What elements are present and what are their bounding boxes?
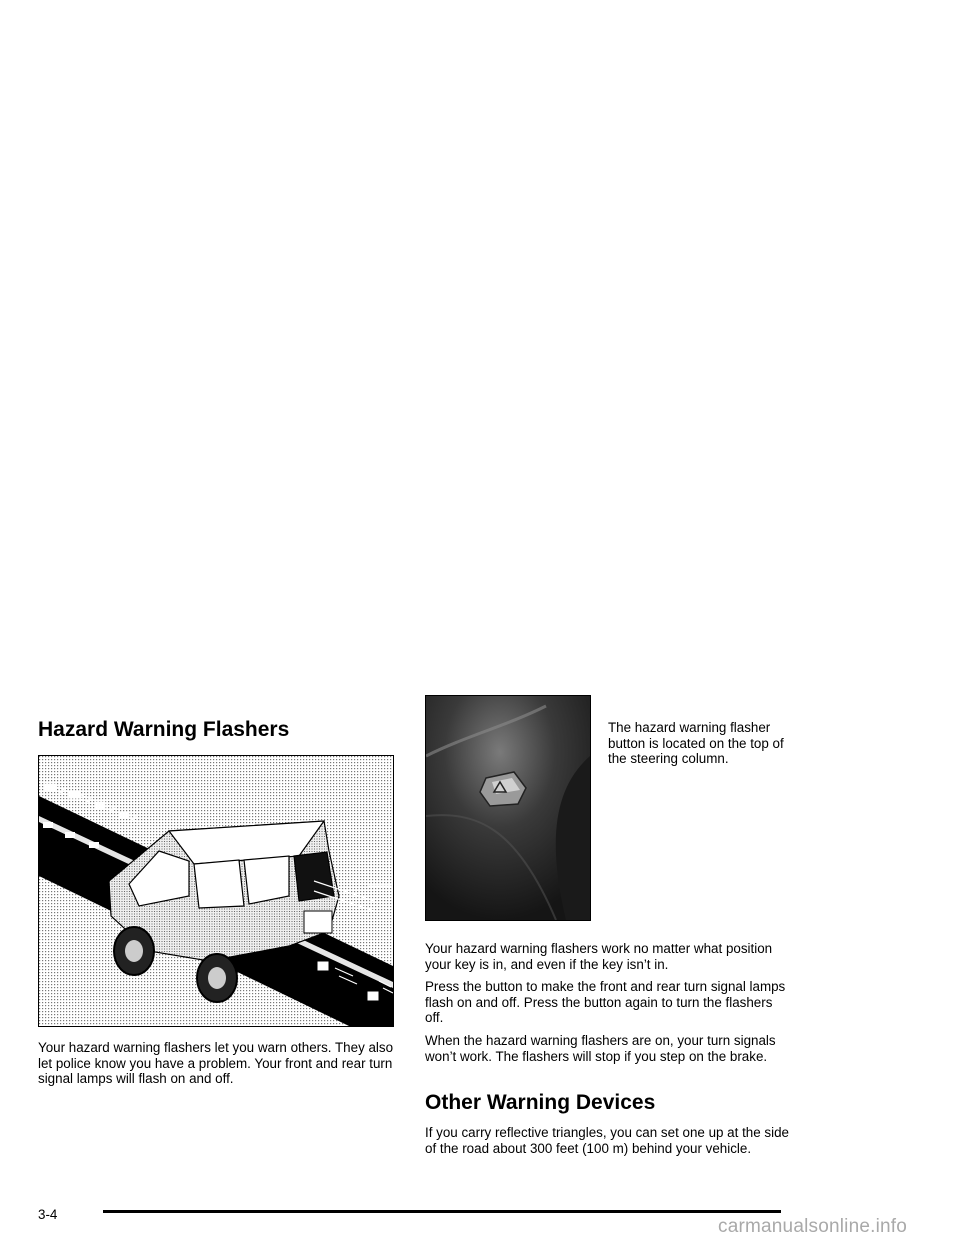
paragraph-turn-signals-wont-work: When the hazard warning flashers are on, your turn signals won’t work. The flashers will stop if you step on the brake. (425, 1033, 776, 1064)
paragraph-press-button: Press the button to make the front and rear turn signal lamps flash on and off. Press the button again to turn the flashers off. (425, 979, 786, 1026)
vehicle-hazard-flashers-illustration (38, 755, 394, 1027)
footer-rule (103, 1210, 781, 1213)
watermark: carmanualsonline.info (718, 1216, 908, 1237)
paragraph-hazard-intro: Your hazard warning flashers let you warn others. They also let police know you have a problem. Your front and rear turn signal lamps will flash on and off. (38, 1040, 394, 1087)
section-heading-other-warning-devices: Other Warning Devices (425, 1091, 656, 1114)
photo-caption: The hazard warning flasher button is located on the top of the steering column. (608, 720, 784, 767)
paragraph-works-any-key-position: Your hazard warning flashers work no matter what position your key is in, and even if the key isn’t in. (425, 941, 773, 972)
page-number: 3-4 (38, 1207, 58, 1222)
section-heading-hazard-warning-flashers: Hazard Warning Flashers (38, 718, 290, 741)
hazard-button-photo (425, 695, 591, 921)
paragraph-reflective-triangles: If you carry reflective triangles, you can set one up at the side of the road about 300 feet (100 m) behind your vehicle. (425, 1125, 789, 1156)
